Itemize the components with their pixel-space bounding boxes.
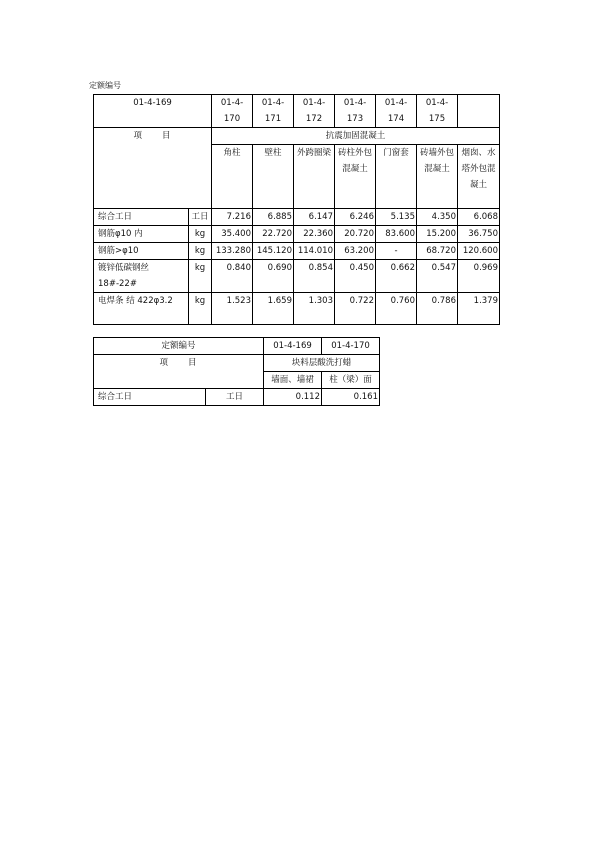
- row-item-name: 电焊条 结 422φ3.2: [94, 293, 189, 325]
- value-cell: 0.662: [376, 260, 417, 293]
- quota-code-cell: 01-4- 174: [376, 95, 417, 128]
- value-cell: 6.885: [253, 209, 294, 226]
- subheading-cell: 砖柱外包混凝土: [335, 145, 376, 209]
- table-row: [94, 226, 500, 243]
- value-cell: 7.216: [212, 209, 253, 226]
- item-header: 项 目: [94, 355, 264, 389]
- value-cell: 0.161: [322, 389, 380, 406]
- subheading-cell: 门窗套: [376, 145, 417, 209]
- subheading-cell: 角柱: [212, 145, 253, 209]
- row-unit: 工日: [206, 389, 264, 406]
- quota-number-label: 定额编号: [89, 81, 121, 90]
- value-cell: 114.010: [294, 243, 335, 260]
- concrete-reinforcement-quota-table: [93, 94, 500, 325]
- quota-code-cell: 01-4- 171: [253, 95, 294, 128]
- value-cell: 0.840: [212, 260, 253, 293]
- value-cell: 0.786: [417, 293, 458, 325]
- row-unit: kg: [189, 293, 212, 325]
- table-row: [94, 389, 380, 406]
- value-cell: 0.450: [335, 260, 376, 293]
- group-title: 块料层酸洗打蜡: [264, 355, 380, 372]
- table-row: [94, 243, 500, 260]
- quota-code-cell: 01-4-170: [322, 338, 380, 355]
- value-cell: 0.854: [294, 260, 335, 293]
- row-unit: kg: [189, 226, 212, 243]
- group-title: 抗震加固混凝土: [212, 128, 500, 145]
- quota-code-cell: 01-4-169: [264, 338, 322, 355]
- table-row: [94, 293, 500, 325]
- value-cell: 36.750: [458, 226, 500, 243]
- value-cell: 0.112: [264, 389, 322, 406]
- value-cell: 1.659: [253, 293, 294, 325]
- table-row: [94, 209, 500, 226]
- quota-code-header: 01-4-169: [94, 95, 212, 128]
- table-row: [94, 260, 500, 293]
- subheading-cell: 柱（梁）面: [322, 372, 380, 389]
- value-cell: 35.400: [212, 226, 253, 243]
- value-cell: 1.379: [458, 293, 500, 325]
- value-cell: 133.280: [212, 243, 253, 260]
- value-cell: 22.720: [253, 226, 294, 243]
- value-cell: 20.720: [335, 226, 376, 243]
- value-cell: 0.969: [458, 260, 500, 293]
- row-unit: 工日: [189, 209, 212, 226]
- value-cell: 0.690: [253, 260, 294, 293]
- value-cell: 6.068: [458, 209, 500, 226]
- quota-code-cell: 01-4- 170: [212, 95, 253, 128]
- quota-code-cell: 01-4- 175: [417, 95, 458, 128]
- row-item-name: 钢筋>φ10: [94, 243, 189, 260]
- row-item-name: 镀锌低碳钢丝 18#-22#: [94, 260, 189, 293]
- value-cell: 6.246: [335, 209, 376, 226]
- quota-code-cell: 01-4- 172: [294, 95, 335, 128]
- subheading-cell: 墙面、墙裙: [264, 372, 322, 389]
- row-item-name: 钢筋φ10 内: [94, 226, 189, 243]
- subheading-cell: 壁柱: [253, 145, 294, 209]
- value-cell: -: [376, 243, 417, 260]
- value-cell: 15.200: [417, 226, 458, 243]
- row-unit: kg: [189, 243, 212, 260]
- value-cell: 1.523: [212, 293, 253, 325]
- quota-code-header: 定额编号: [94, 338, 264, 355]
- value-cell: 63.200: [335, 243, 376, 260]
- quota-code-cell: [458, 95, 500, 128]
- subheading-cell: 砖墙外包混凝土: [417, 145, 458, 209]
- value-cell: 22.360: [294, 226, 335, 243]
- item-header: 项 目: [94, 128, 212, 209]
- value-cell: 5.135: [376, 209, 417, 226]
- value-cell: 1.303: [294, 293, 335, 325]
- value-cell: 68.720: [417, 243, 458, 260]
- quota-code-cell: 01-4- 173: [335, 95, 376, 128]
- value-cell: 145.120: [253, 243, 294, 260]
- row-unit: kg: [189, 260, 212, 293]
- value-cell: 4.350: [417, 209, 458, 226]
- value-cell: 0.760: [376, 293, 417, 325]
- row-item-name: 综合工日: [94, 389, 206, 406]
- value-cell: 83.600: [376, 226, 417, 243]
- acid-wash-waxing-quota-table: [93, 337, 380, 406]
- subheading-cell: 烟囱、水塔外包混凝土: [458, 145, 500, 209]
- value-cell: 0.547: [417, 260, 458, 293]
- value-cell: 120.600: [458, 243, 500, 260]
- row-item-name: 综合工日: [94, 209, 189, 226]
- value-cell: 0.722: [335, 293, 376, 325]
- value-cell: 6.147: [294, 209, 335, 226]
- subheading-cell: 外跨圈梁: [294, 145, 335, 209]
